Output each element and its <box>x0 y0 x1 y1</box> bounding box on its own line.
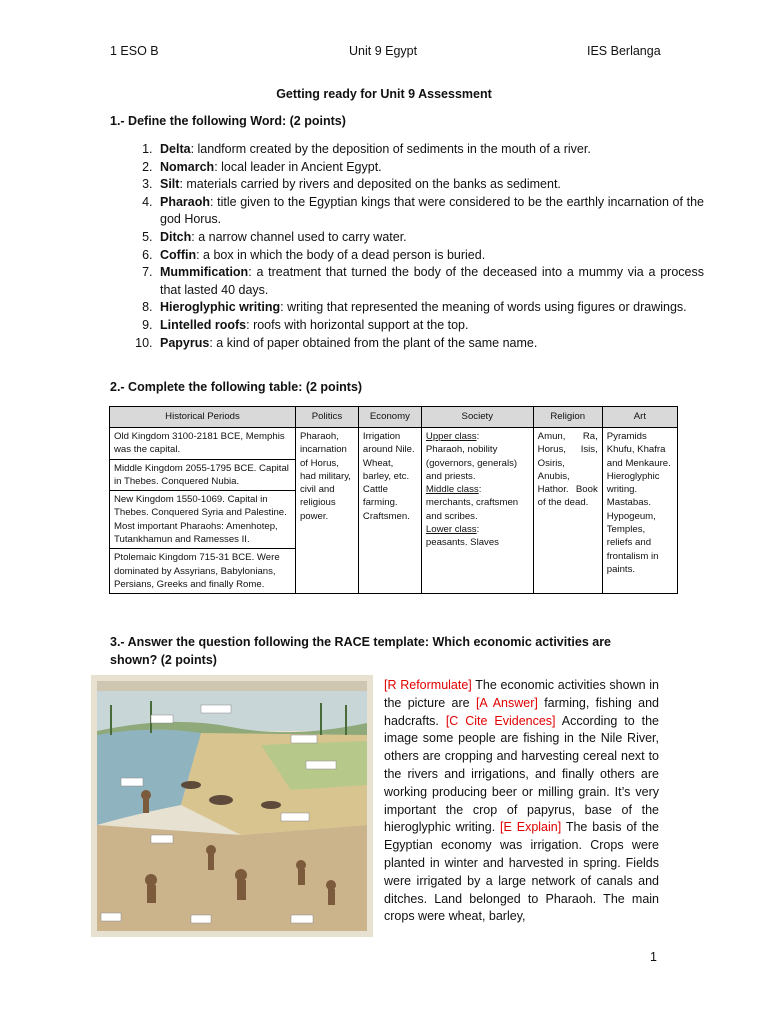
definition-item: 8. Hieroglyphic writing: writing that represented the meaning of words using figures or drawings. <box>156 299 704 317</box>
religion-cell: Amun, Ra, Horus, Isis, Osiris, Anubis, Hathor. Book of the dead. <box>533 428 602 594</box>
col-header-politics: Politics <box>295 407 358 428</box>
middle-class-label: Middle class <box>425 484 479 496</box>
table-header-row <box>110 407 678 428</box>
header-center: Unit 9 Egypt <box>349 44 418 58</box>
section1-heading: 1.- Define the following Word: (2 points) <box>110 114 346 128</box>
periods-cell <box>110 428 296 594</box>
race-tag-explain: [E Explain] <box>500 820 562 835</box>
col-header-society: Society <box>421 407 533 428</box>
page-number: 1 <box>650 950 657 964</box>
col-header-art: Art <box>602 407 677 428</box>
middle-class-text: merchants, craftsmen and scribes. <box>425 497 519 522</box>
race-tag-reformulate: [R Reformulate] <box>384 678 472 692</box>
race-tag-answer: [A Answer] <box>475 695 538 710</box>
history-table <box>109 406 678 594</box>
definition-item: 9. Lintelled roofs: roofs with horizontal support at the top. <box>156 317 704 335</box>
race-answer <box>384 677 659 926</box>
definition-item: 1. Delta: landform created by the deposition of sediments in the mouth of a river. <box>156 141 704 159</box>
definition-item: 10. Papyrus: a kind of paper obtained from the plant of the same name. <box>156 335 704 353</box>
definition-item: 6. Coffin: a box in which the body of a dead person is buried. <box>156 247 704 265</box>
upper-class-label: Upper class <box>425 431 477 442</box>
col-header-religion: Religion <box>533 407 602 428</box>
race-text-answer: farming, fishing and hadcrafts. <box>384 695 660 728</box>
race-text-explain: The basis of the Egyptian economy was irrigation. Crops were planted in winter and harvested in spring. Fields were irrigated by a large network of canals and ditches. Land belonged to Pharaoh. The main crops were wheat, barley, <box>384 820 659 924</box>
race-text-cite: According to the image some people are fishing in the Nile River, others are cropping and harvesting cereal next to the rivers and irrigations, and finally others are working producing beer or milling grain. It’s very important the crop of papyrus, base of the hieroglyphic writing. <box>384 713 659 835</box>
race-text-reformulate: The economic activities shown in the picture are <box>384 678 659 710</box>
lower-class-text: peasants. Slaves <box>425 537 499 549</box>
definition-item: 3. Silt: materials carried by rivers and deposited on the banks as sediment. <box>156 176 704 194</box>
society-cell: Upper class: Pharaoh, nobility (governors, generals) and priests. Middle class: merchants, craftsmen and scribes. Lower class: peasants. Slaves <box>421 428 533 594</box>
definition-item: 2. Nomarch: local leader in Ancient Egypt. <box>156 159 704 177</box>
upper-class-text: Pharaoh, nobility (governors, generals) and priests. <box>425 444 518 482</box>
politics-cell: Pharaoh, incarnation of Horus, had military, civil and religious power. <box>295 428 358 594</box>
section3-heading: 3.- Answer the question following the RACE template: Which economic activities are shown? (2 points) <box>110 635 612 667</box>
page-title: Getting ready for Unit 9 Assessment <box>276 87 492 101</box>
economy-cell: Irrigation around Nile. Wheat, barley, etc. Cattle farming. Craftsmen. <box>358 428 421 594</box>
header-right: IES Berlanga <box>587 44 661 58</box>
art-cell: Pyramids Khufu, Khafra and Menkaure. Hieroglyphic writing. Mastabas. Hypogeum, Temples, reliefs and frontalism in paints. <box>602 428 677 594</box>
period-new-kingdom: New Kingdom 1550-1069. Capital in Thebes. Conquered Syria and Palestine. Most important Pharaohs: Amenhotep, Tutankhamun and Ramesses II. <box>110 491 295 549</box>
table-row <box>110 428 678 594</box>
col-header-economy: Economy <box>358 407 421 428</box>
egypt-economy-illustration <box>91 675 373 937</box>
definition-item: 4. Pharaoh: title given to the Egyptian kings that were considered to be the earthly incarnation of the god Horus. <box>156 194 704 229</box>
col-header-periods: Historical Periods <box>110 407 296 428</box>
definition-item: 7. Mummification: a treatment that turned the body of the deceased into a mummy via a process that lasted 40 days. <box>156 264 704 299</box>
header-left: 1 ESO B <box>110 44 159 58</box>
lower-class-label: Lower class <box>425 524 477 536</box>
period-ptolemaic-kingdom: Ptolemaic Kingdom 715-31 BCE. Were dominated by Assyrians, Babylonians, Persians, Greeks and finally Rome. <box>114 552 280 590</box>
period-middle-kingdom: Middle Kingdom 2055-1795 BCE. Capital in Thebes. Conquered Nubia. <box>110 460 295 492</box>
definitions-list <box>110 141 704 352</box>
illustration-image <box>91 675 373 937</box>
definition-item: 5. Ditch: a narrow channel used to carry water. <box>156 229 704 247</box>
race-tag-cite: [C Cite Evidences] <box>445 713 556 728</box>
period-old-kingdom: Old Kingdom 3100-2181 BCE, Memphis was the capital. <box>110 428 295 460</box>
section2-heading: 2.- Complete the following table: (2 points) <box>110 380 363 394</box>
